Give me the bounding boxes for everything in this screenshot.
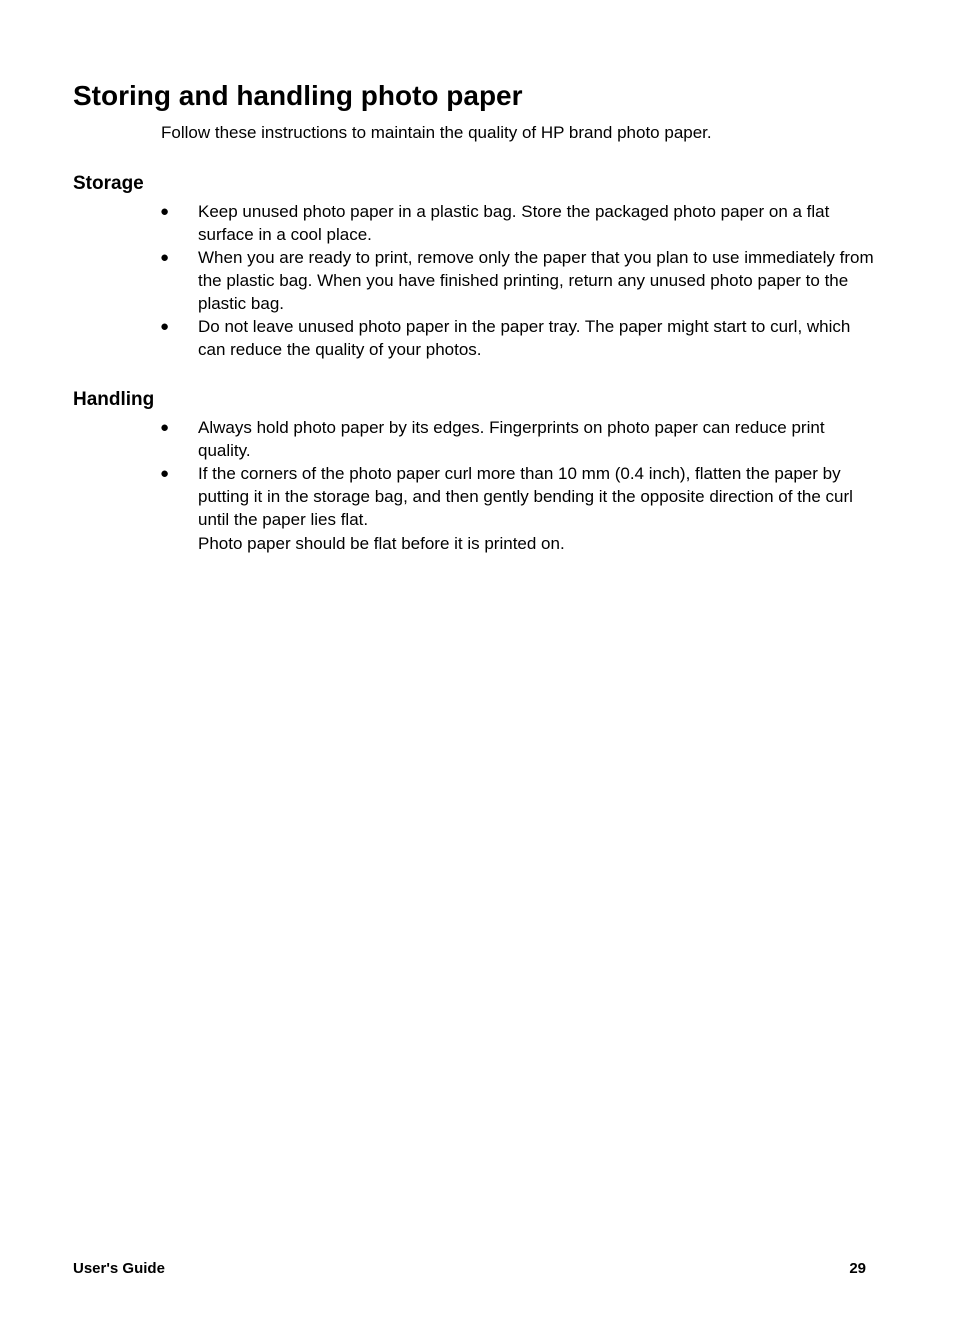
list-item-text: Do not leave unused photo paper in the paper tray. The paper might start to curl, which can reduce the quality of your photos.: [198, 317, 851, 359]
section-heading-handling: Handling: [73, 389, 155, 410]
list-item: [160, 200, 880, 246]
list-item: [160, 246, 880, 315]
list-item: [160, 462, 880, 555]
bullet-icon: ●: [160, 465, 170, 482]
bullet-icon: ●: [160, 249, 170, 266]
list-item: [160, 315, 880, 361]
list-item-text: When you are ready to print, remove only the paper that you plan to use immediately from the plastic bag. When you have finished printing, return any unused photo paper to the plastic bag.: [198, 248, 874, 313]
list-item-note: Photo paper should be flat before it is printed on.: [198, 534, 565, 553]
bullet-icon: ●: [160, 318, 170, 335]
bullet-icon: ●: [160, 419, 170, 436]
storage-list: [160, 200, 880, 361]
footer-page-number: 29: [849, 1260, 866, 1277]
section-heading-storage: Storage: [73, 173, 144, 194]
page-title: Storing and handling photo paper: [73, 80, 523, 111]
intro-text: Follow these instructions to maintain the quality of HP brand photo paper.: [161, 123, 712, 142]
list-item-text: Always hold photo paper by its edges. Fingerprints on photo paper can reduce print quality.: [198, 418, 825, 460]
footer-guide-title: User's Guide: [73, 1260, 165, 1277]
list-item-text: Keep unused photo paper in a plastic bag. Store the packaged photo paper on a flat surface in a cool place.: [198, 202, 830, 244]
list-item: [160, 416, 880, 462]
list-item-text: If the corners of the photo paper curl more than 10 mm (0.4 inch), flatten the paper by putting it in the storage bag, and then gently bending it the opposite direction of the curl until the paper lies flat.: [198, 464, 853, 529]
bullet-icon: ●: [160, 203, 170, 220]
handling-list: [160, 416, 880, 555]
